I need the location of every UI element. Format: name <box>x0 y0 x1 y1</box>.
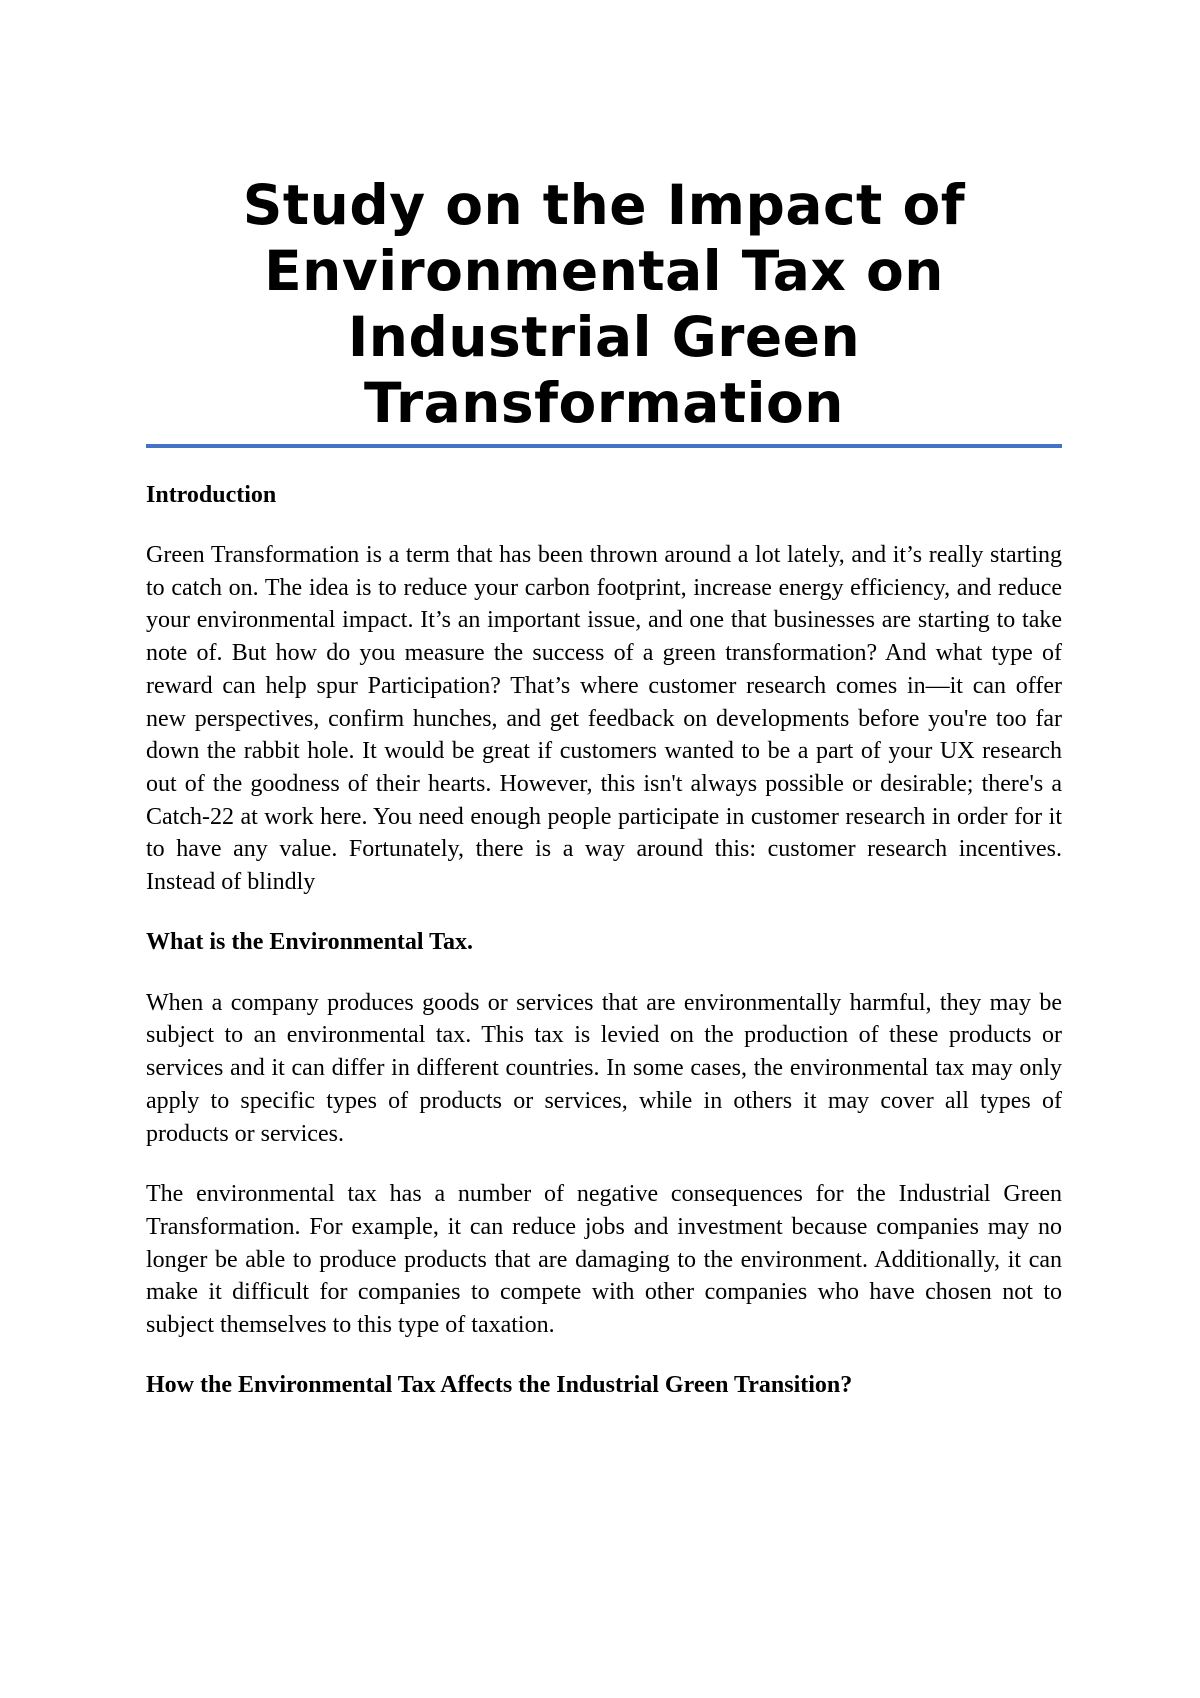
introduction-paragraph: Green Transformation is a term that has been thrown around a lot lately, and it’s really starting to catch on. The idea is to reduce your carbon footprint, increase energy efficiency, and reduce your environmental impact. It’s an important issue, and one that businesses are starting to take note of. But how do you measure the success of a green transformation? And what type of reward can help spur Participation? That’s where customer research comes in—it can offer new perspectives, confirm hunches, and get feedback on developments before you're too far down the rabbit hole. It would be great if customers wanted to be a part of your UX research out of the goodness of their hearts. However, this isn't always possible or desirable; there's a Catch-22 at work here. You need enough people participate in customer research in order for it to have any value. Fortunately, there is a way around this: customer research incentives. Instead of blindly <box>146 542 1062 896</box>
document-title: Study on the Impact of Environmental Tax on Industrial Green Transformation <box>242 173 966 435</box>
section-heading-what-is-environmental-tax: What is the Environmental Tax. <box>146 928 473 955</box>
environmental-tax-paragraph-2: The environmental tax has a number of negative consequences for the Industrial Green Transformation. For example, it can reduce jobs and investment because companies may no longer be able to produce products that are damaging to the environment. Additionally, it can make it difficult for companies to compete with other companies who have chosen not to subject themselves to this type of taxation. <box>146 1181 1062 1339</box>
document-page <box>146 172 1062 1402</box>
title-divider <box>146 444 1062 448</box>
environmental-tax-paragraph-1: When a company produces goods or services that are environmentally harmful, they may be subject to an environmental tax. This tax is levied on the production of these products or services and it can differ in different countries. In some cases, the environmental tax may only apply to specific types of products or services, while in others it may cover all types of products or services. <box>146 989 1062 1147</box>
section-heading-introduction: Introduction <box>146 482 277 508</box>
section-heading-how-tax-affects: How the Environmental Tax Affects the Industrial Green Transition? <box>146 1371 853 1398</box>
